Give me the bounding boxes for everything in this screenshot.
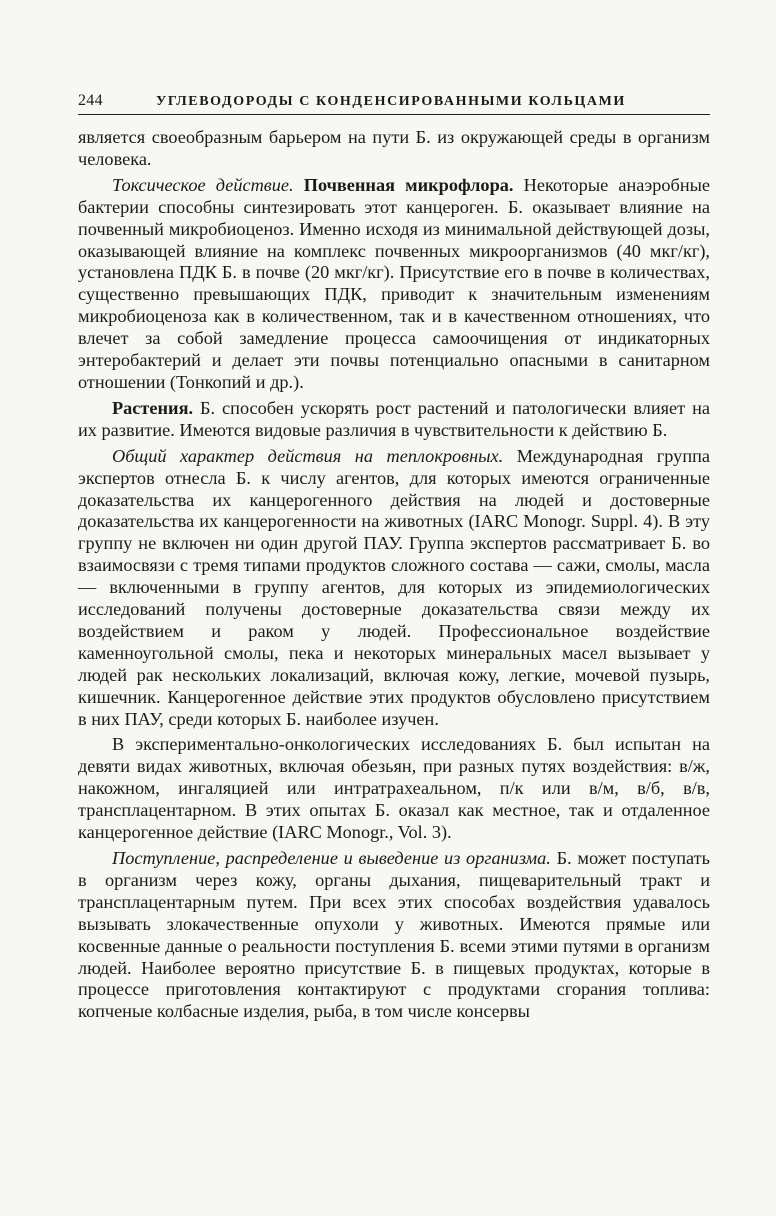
book-page — [78, 92, 710, 1027]
subheading-soil-microflora: Почвенная микрофлора. — [303, 174, 514, 195]
paragraph-4 — [78, 446, 710, 731]
paragraph-5 — [78, 734, 710, 844]
paragraph-6 — [78, 848, 710, 1023]
page-number: 244 — [78, 92, 103, 109]
paragraph-4-text: Международная группа экспертов отнесла Б. к числу агентов, для которых имеются ограниченные доказательства их канцерогенного действия на людей и достоверные доказательства их канцерогенности на животных (IARC Monogr. Suppl. 4). В эту группу не включен ни один другой ПАУ. Группа экспертов рассматривает Б. во взаимосвязи с тремя типами продуктов сложного состава — сажи, смолы, масла — включенными в группу агентов, для которых из эпидемиологических исследований получены достоверные доказательства связи между их воздействием и раком у людей. Профессиональное воздействие каменноугольной смолы, пека и некоторых минеральных масел вызывает у людей рак нескольких локализаций, включая кожу, легкие, мочевой пузырь, кишечник. Канцерогенное действие этих продуктов обусловлено присутствием в них ПАУ, среди которых Б. наиболее изучен. — [78, 445, 711, 729]
body-text — [78, 127, 710, 1023]
subheading-plants: Растения. — [112, 397, 194, 418]
running-head: УГЛЕВОДОРОДЫ С КОНДЕНСИРОВАННЫМИ КОЛЬЦАМИ — [156, 94, 626, 109]
paragraph-6-text: Б. может поступать в организм через кожу, органы дыхания, пищеварительный тракт и трансплацентарным путем. При всех этих способах воздействия удавалось вызывать злокачественные опухоли у животных. Имеются прямые или косвенные данные о реальности поступления Б. всеми этими путями в организм людей. Наиболее вероятно присутствие Б. в пищевых продуктах, которые в процессе приготовления контактируют с продуктами сгорания топлива: копченые колбасные изделия, рыба, в том числе консервы — [78, 848, 710, 1022]
paragraph-2-text: Некоторые анаэробные бактерии способны синтезировать этот канцероген. Б. оказывает влияние на почвенный микробиоценоз. Именно исходя из минимальной действующей дозы, оказывающей влияние на комплекс почвенных микроорганизмов (40 мкг/кг), установлена ПДК Б. в почве (20 мкг/кг). Присутствие его в почве в количествах, существенно превышающих ПДК, приводит к значительным изменениям микробиоценоза как в количественном, так и в качественном отношениях, что влечет за собой замедление процесса самоочищения от индикаторных энтеробактерий и делает эти почвы потенциально опасными в санитарном отношении (Тонкопий и др.). — [78, 174, 710, 392]
paragraph-1 — [78, 127, 710, 171]
section-heading-general-action: Общий характер действия на теплокровных. — [112, 445, 504, 466]
paragraph-3 — [78, 398, 710, 442]
paragraph-1-text: является своеобразным барьером на пути Б. из окружающей среды в организм человека. — [78, 127, 710, 169]
paragraph-2 — [78, 175, 710, 394]
paragraph-5-text: В экспериментально-онкологических исследованиях Б. был испытан на девяти видах животных, включая обезьян, при разных путях воздействия: в/ж, накожном, ингаляцией или интратрахеальном, п/к или в/м, в/б, в/в, трансплацентарном. В этих опытах Б. оказал как местное, так и отдаленное канцерогенное действие (IARC Monogr., Vol. 3). — [78, 734, 710, 843]
page-header — [78, 92, 710, 115]
section-heading-toxic-action: Токсическое действие. — [112, 174, 294, 195]
paragraph-3-text: Б. способен ускорять рост растений и патологически влияет на их развитие. Имеются видовые различия в чувствительности к действию Б. — [78, 397, 710, 440]
section-heading-intake-distribution: Поступление, распределение и выведение из организма. — [112, 848, 551, 868]
